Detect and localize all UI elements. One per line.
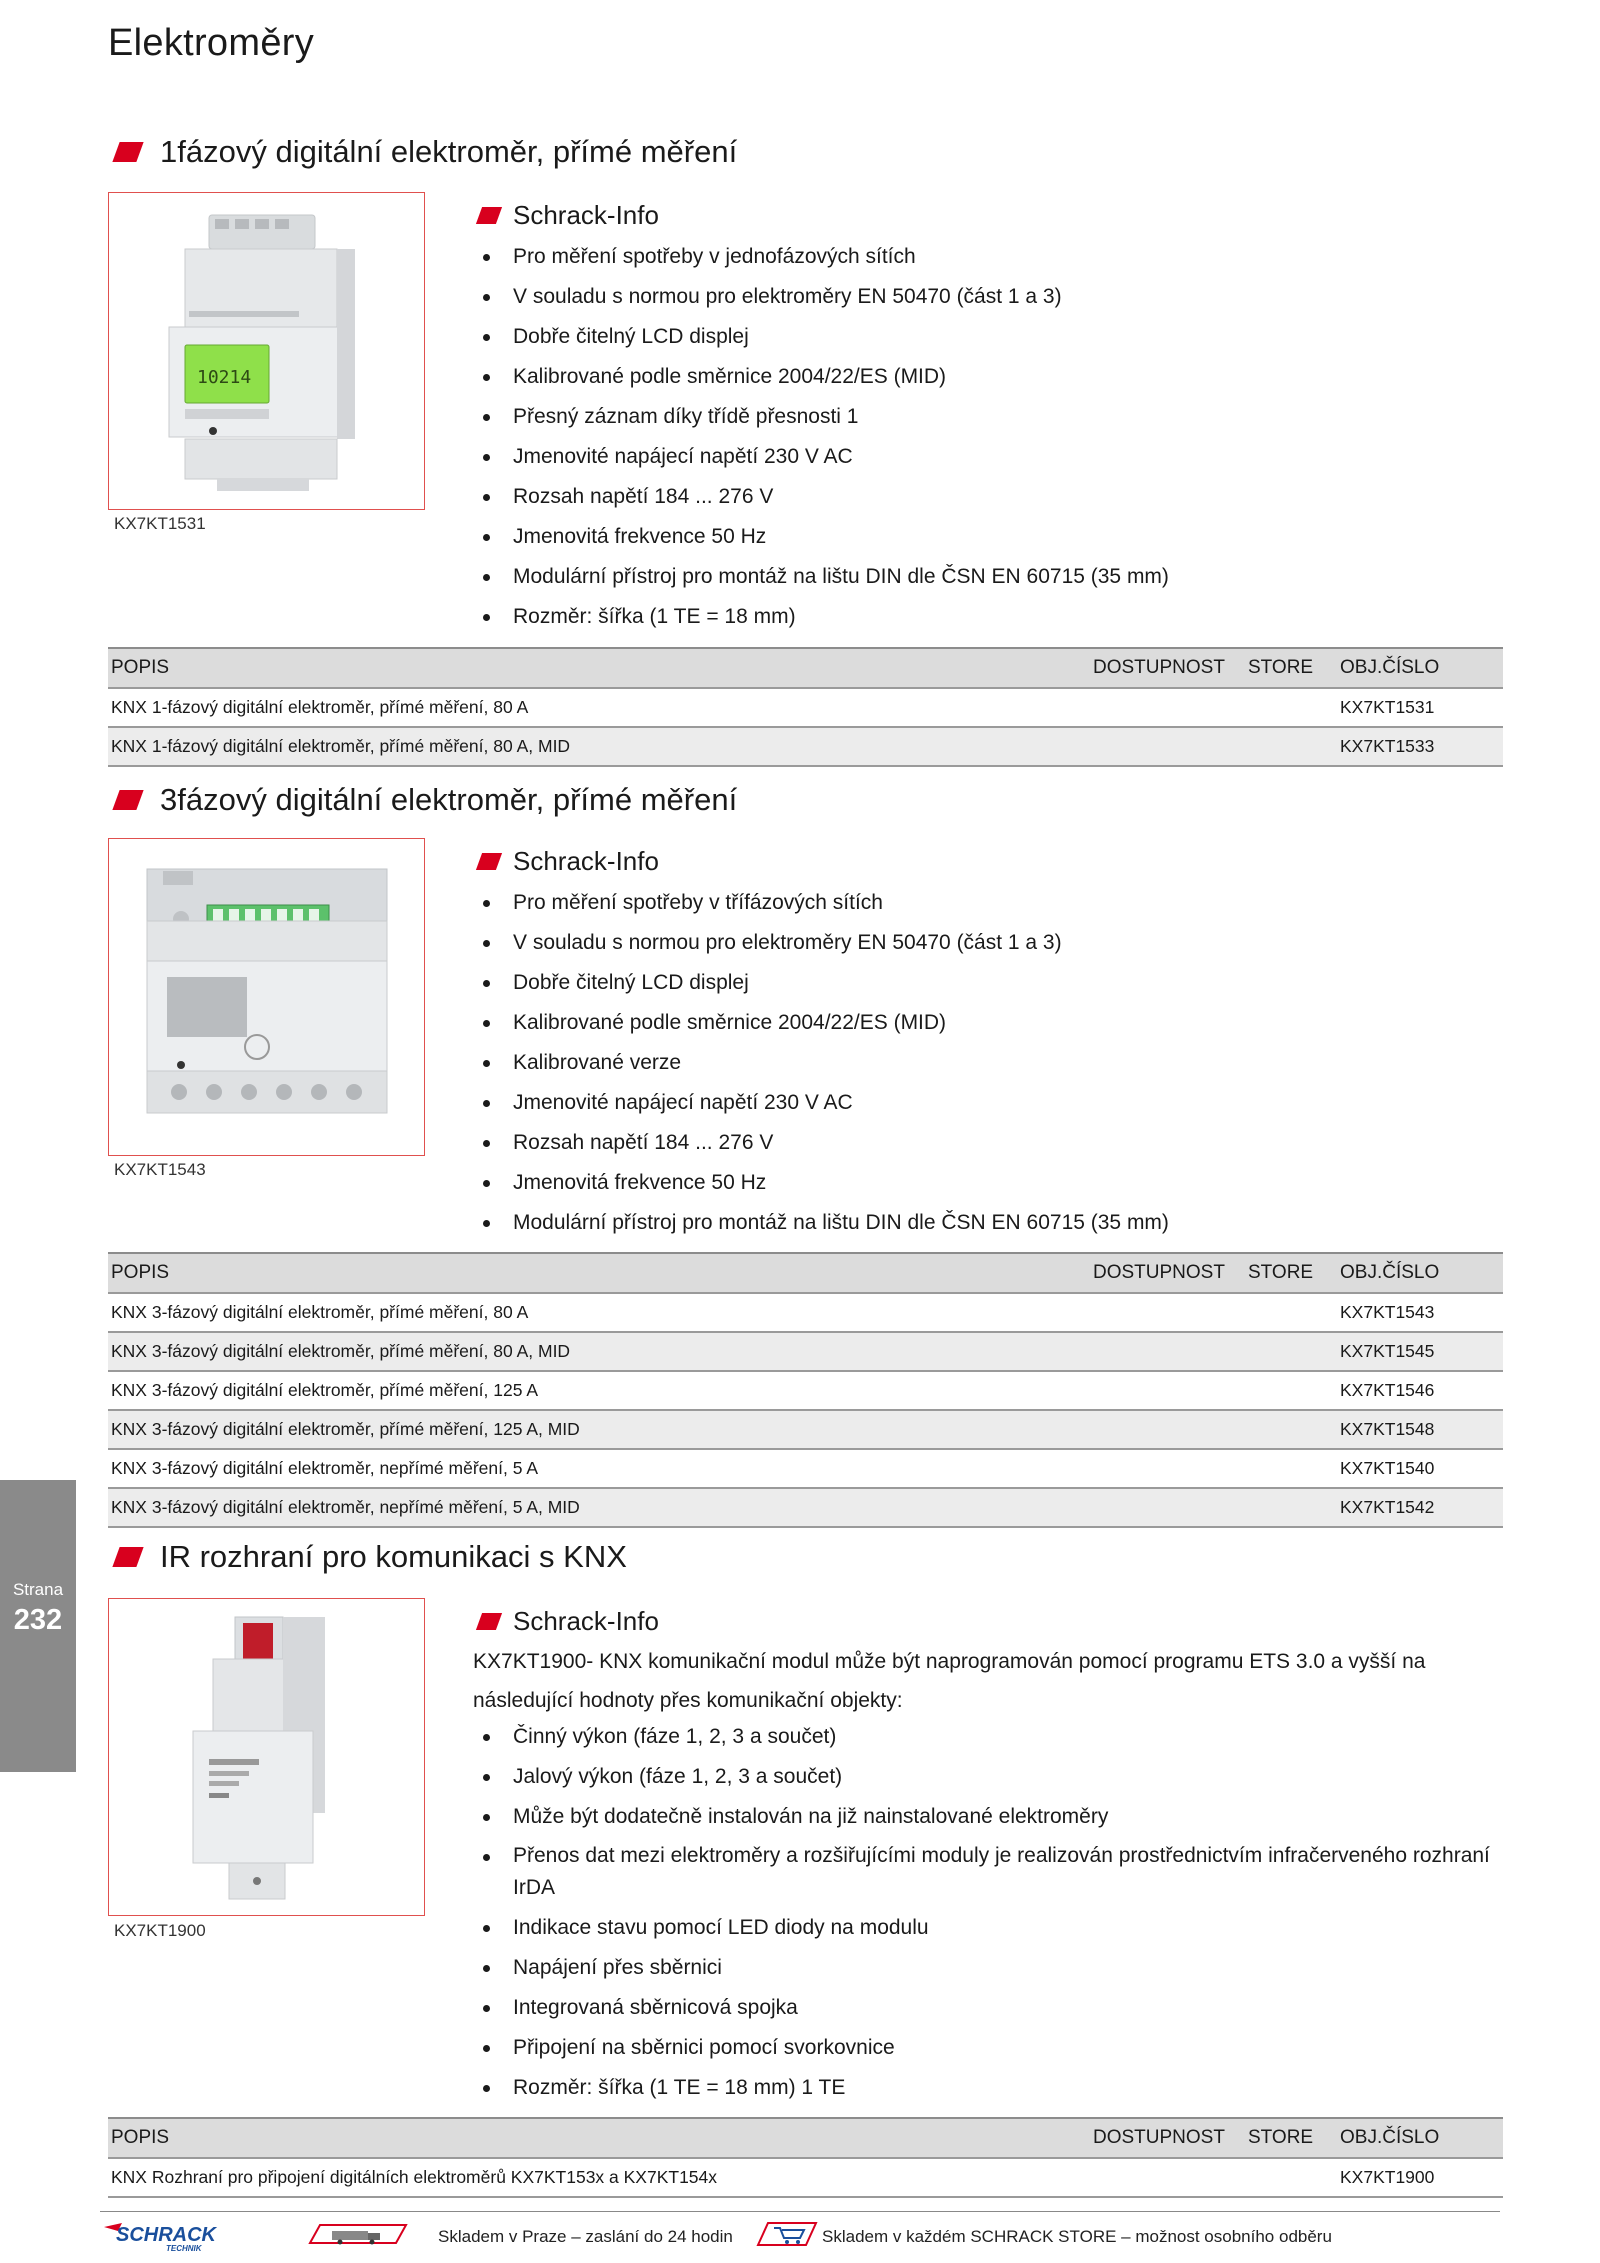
section-title: 3fázový digitální elektroměr, přímé měření — [160, 782, 738, 817]
product-image-3phase-meter — [108, 838, 425, 1156]
section-title: 1fázový digitální elektroměr, přímé měření — [160, 134, 738, 169]
row-desc: KNX 1-fázový digitální elektroměr, přímé měření, 80 A, MID — [111, 736, 571, 756]
footer-text-prague: Skladem v Praze – zaslání do 24 hodin — [438, 2227, 733, 2246]
list-item: Přenos dat mezi elektroměry a rozšiřujícími moduly je realizován prostřednictvím infračerveného rozhraní IrDA — [473, 1840, 1503, 1904]
row-desc: KNX 3-fázový digitální elektroměr, nepřímé měření, 5 A — [111, 1458, 538, 1478]
table-header — [108, 2117, 1503, 2157]
row-order-number: KX7KT1548 — [1340, 1419, 1435, 1439]
red-flag-icon — [476, 207, 502, 224]
image-caption: KX7KT1900 — [114, 1921, 206, 1940]
intro-paragraph: KX7KT1900- KNX komunikační modul může být naprogramován pomocí programu ETS 3.0 a vyšší na následující hodnoty přes komunikační objekty: — [473, 1650, 1426, 1712]
list-item: Rozměr: šířka (1 TE = 18 mm) — [473, 600, 1503, 633]
image-caption: KX7KT1531 — [114, 514, 206, 533]
row-desc: KNX 3-fázový digitální elektroměr, přímé měření, 125 A — [111, 1380, 538, 1400]
col-header-avail: DOSTUPNOST — [1093, 2127, 1225, 2148]
row-order-number: KX7KT1542 — [1340, 1497, 1435, 1517]
list-item: Přesný záznam díky třídě přesnosti 1 — [473, 400, 1503, 433]
section-heading — [108, 1537, 627, 1577]
table-header — [108, 647, 1503, 687]
table-row[interactable] — [108, 1409, 1503, 1448]
col-header-order: OBJ.ČÍSLO — [1340, 1262, 1440, 1283]
svg-text:10214: 10214 — [197, 367, 252, 388]
page-title: Elektroměry — [108, 22, 315, 64]
col-header-desc: POPIS — [111, 657, 170, 678]
section-title: IR rozhraní pro komunikaci s KNX — [160, 1539, 627, 1574]
delivery-truck-icon — [308, 2221, 408, 2249]
page-label: Strana — [12, 1580, 64, 1599]
list-item: Modulární přístroj pro montáž na lištu DIN dle ČSN EN 60715 (35 mm) — [473, 560, 1503, 593]
table-row[interactable] — [108, 1487, 1503, 1528]
page-number-tab — [0, 1480, 76, 1772]
row-order-number: KX7KT1531 — [1340, 697, 1435, 717]
svg-text:TECHNIK: TECHNIK — [166, 2244, 202, 2253]
schrack-info — [473, 844, 1503, 1239]
red-flag-icon — [112, 790, 143, 810]
row-desc: KNX Rozhraní pro připojení digitálních elektroměrů KX7KT153x a KX7KT154x — [111, 2167, 718, 2187]
col-header-desc: POPIS — [111, 1262, 170, 1283]
image-caption: KX7KT1543 — [114, 1160, 206, 1179]
svg-text:SCHRACK: SCHRACK — [116, 2224, 216, 2246]
feature-list — [473, 240, 1503, 633]
list-item: Jalový výkon (fáze 1, 2, 3 a součet) — [473, 1760, 1503, 1793]
list-item: Kalibrované podle směrnice 2004/22/ES (MID) — [473, 1006, 1503, 1039]
schrack-info — [473, 1604, 1503, 2104]
col-header-avail: DOSTUPNOST — [1093, 657, 1225, 678]
product-image-1phase-meter — [108, 192, 425, 510]
schrack-info-heading — [473, 844, 1503, 878]
row-desc: KNX 3-fázový digitální elektroměr, nepřímé měření, 5 A, MID — [111, 1497, 580, 1517]
col-header-order: OBJ.ČÍSLO — [1340, 657, 1440, 678]
list-item: Může být dodatečně instalován na již nainstalované elektroměry — [473, 1800, 1503, 1833]
section-heading — [108, 780, 737, 820]
row-order-number: KX7KT1543 — [1340, 1302, 1435, 1322]
three-phase-meter-icon — [109, 839, 425, 1156]
list-item: Rozměr: šířka (1 TE = 18 mm) 1 TE — [473, 2071, 1503, 2104]
col-header-store: STORE — [1248, 1262, 1314, 1283]
schrack-info-title: Schrack-Info — [513, 199, 659, 230]
red-flag-icon — [476, 1613, 502, 1630]
row-order-number: KX7KT1545 — [1340, 1341, 1435, 1361]
row-order-number: KX7KT1546 — [1340, 1380, 1435, 1400]
table-row[interactable] — [108, 2157, 1503, 2198]
product-table — [108, 2117, 1503, 2198]
list-item: Napájení přes sběrnici — [473, 1951, 1503, 1984]
row-desc: KNX 3-fázový digitální elektroměr, přímé měření, 125 A, MID — [111, 1419, 580, 1439]
table-row[interactable] — [108, 1370, 1503, 1409]
product-image-ir-module — [108, 1598, 425, 1916]
col-header-avail: DOSTUPNOST — [1093, 1262, 1225, 1283]
list-item: V souladu s normou pro elektroměry EN 50470 (část 1 a 3) — [473, 926, 1503, 959]
footer-text-store: Skladem v každém SCHRACK STORE – možnost osobního odběru — [822, 2227, 1332, 2246]
col-header-desc: POPIS — [111, 2127, 170, 2148]
list-item: Jmenovité napájecí napětí 230 V AC — [473, 1086, 1503, 1119]
table-header — [108, 1252, 1503, 1292]
row-order-number: KX7KT1900 — [1340, 2167, 1435, 2187]
list-item: Připojení na sběrnici pomocí svorkovnice — [473, 2031, 1503, 2064]
red-flag-icon — [112, 1547, 143, 1567]
feature-list — [473, 1720, 1503, 2104]
table-row[interactable] — [108, 1448, 1503, 1487]
list-item: Dobře čitelný LCD displej — [473, 320, 1503, 353]
col-header-order: OBJ.ČÍSLO — [1340, 2127, 1440, 2148]
page-number: 232 — [13, 1604, 63, 1636]
section-heading — [108, 132, 737, 172]
list-item: V souladu s normou pro elektroměry EN 50470 (část 1 a 3) — [473, 280, 1503, 313]
table-row[interactable] — [108, 1331, 1503, 1370]
table-row[interactable] — [108, 687, 1503, 726]
schrack-info-heading — [473, 198, 1503, 232]
feature-list — [473, 886, 1503, 1239]
list-item: Rozsah napětí 184 ... 276 V — [473, 1126, 1503, 1159]
list-item: Kalibrované podle směrnice 2004/22/ES (MID) — [473, 360, 1503, 393]
row-order-number: KX7KT1533 — [1340, 736, 1435, 756]
list-item: Činný výkon (fáze 1, 2, 3 a součet) — [473, 1720, 1503, 1753]
schrack-info-title: Schrack-Info — [513, 845, 659, 876]
list-item: Jmenovité napájecí napětí 230 V AC — [473, 440, 1503, 473]
ir-module-icon — [109, 1599, 425, 1916]
list-item: Rozsah napětí 184 ... 276 V — [473, 480, 1503, 513]
col-header-store: STORE — [1248, 2127, 1314, 2148]
product-table — [108, 647, 1503, 767]
red-flag-icon — [112, 142, 143, 162]
table-row[interactable] — [108, 1292, 1503, 1331]
list-item: Integrovaná sběrnicová spojka — [473, 1991, 1503, 2024]
product-table — [108, 1252, 1503, 1528]
footer-divider — [100, 2211, 1500, 2212]
list-item: Modulární přístroj pro montáž na lištu DIN dle ČSN EN 60715 (35 mm) — [473, 1206, 1503, 1239]
single-phase-meter-icon — [109, 193, 425, 510]
list-item: Indikace stavu pomocí LED diody na modulu — [473, 1911, 1503, 1944]
row-order-number: KX7KT1540 — [1340, 1458, 1435, 1478]
row-desc: KNX 3-fázový digitální elektroměr, přímé měření, 80 A — [111, 1302, 529, 1322]
schrack-info-title: Schrack-Info — [513, 1605, 659, 1636]
schrack-logo — [100, 2219, 218, 2253]
footer — [100, 2211, 1500, 2251]
list-item: Pro měření spotřeby v třífázových sítích — [473, 886, 1503, 919]
table-row[interactable] — [108, 726, 1503, 767]
schrack-info-heading — [473, 1604, 1503, 1638]
row-desc: KNX 1-fázový digitální elektroměr, přímé měření, 80 A — [111, 697, 529, 717]
list-item: Dobře čitelný LCD displej — [473, 966, 1503, 999]
list-item: Jmenovitá frekvence 50 Hz — [473, 1166, 1503, 1199]
list-item: Jmenovitá frekvence 50 Hz — [473, 520, 1503, 553]
row-desc: KNX 3-fázový digitální elektroměr, přímé měření, 80 A, MID — [111, 1341, 571, 1361]
shopping-cart-icon — [756, 2219, 818, 2249]
list-item: Pro měření spotřeby v jednofázových sítích — [473, 240, 1503, 273]
list-item: Kalibrované verze — [473, 1046, 1503, 1079]
col-header-store: STORE — [1248, 657, 1314, 678]
red-flag-icon — [476, 853, 502, 870]
schrack-info — [473, 198, 1503, 633]
